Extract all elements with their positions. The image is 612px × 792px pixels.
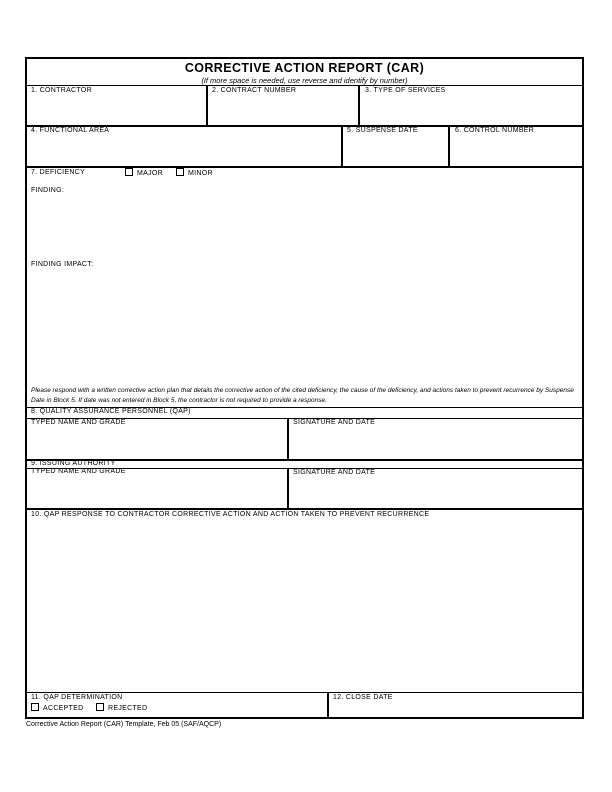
- checkbox-icon[interactable]: [125, 168, 133, 176]
- finding-impact-field[interactable]: [31, 273, 583, 387]
- divider: [27, 166, 582, 168]
- checkbox-icon[interactable]: [31, 703, 39, 711]
- finding-impact-label: FINDING IMPACT:: [31, 261, 94, 268]
- qap-label: 8. QUALITY ASSURANCE PERSONNEL (QAP): [31, 408, 191, 415]
- functional-area-label: 4. FUNCTIONAL AREA: [31, 127, 110, 134]
- divider: [341, 125, 343, 166]
- divider: [287, 468, 289, 509]
- accepted-checkbox[interactable]: ACCEPTED: [31, 703, 84, 712]
- divider: [287, 418, 289, 459]
- divider: [358, 85, 360, 126]
- minor-checkbox[interactable]: MINOR: [176, 168, 213, 177]
- issuing-authority-label: 9. ISSUING AUTHORITY: [31, 460, 116, 467]
- close-date-field[interactable]: [333, 704, 577, 720]
- qap-determination-label: 11. QAP DETERMINATION: [31, 694, 123, 701]
- instructions-note: Please respond with a written corrective action plan that details the corrective action of the cited deficiency, the cause of the deficiency, and actions taken to prevent recurrence by Suspense Date in Block 5. If date was not entered in Block 5, the contractor is not required to provide a response.: [31, 387, 574, 404]
- control-number-label: 6. CONTROL NUMBER: [455, 127, 535, 134]
- contractor-label: 1. CONTRACTOR: [31, 87, 92, 94]
- footer-text: Corrective Action Report (CAR) Template, Feb 05 (SAF/AQCP): [26, 721, 222, 728]
- qap-signature-field[interactable]: [293, 431, 577, 457]
- form-subtitle: (If more space is needed, use reverse and identify by number): [201, 76, 408, 85]
- qap-name-label: TYPED NAME AND GRADE: [31, 419, 126, 426]
- issuing-name-field[interactable]: [31, 480, 285, 506]
- qap-response-label: 10. QAP RESPONSE TO CONTRACTOR CORRECTIVE ACTION AND ACTION TAKEN TO PREVENT RECURRENCE: [31, 511, 430, 518]
- divider: [448, 125, 450, 166]
- divider: [27, 508, 582, 510]
- major-checkbox[interactable]: MAJOR: [125, 168, 163, 177]
- contractor-field[interactable]: [31, 99, 205, 125]
- divider: [206, 85, 208, 126]
- contract-number-field[interactable]: [212, 99, 361, 125]
- close-date-label: 12. CLOSE DATE: [333, 694, 393, 701]
- divider: [327, 692, 329, 719]
- type-of-services-field[interactable]: [365, 99, 579, 125]
- issuing-name-label: TYPED NAME AND GRADE: [31, 468, 126, 475]
- functional-area-field[interactable]: [31, 139, 340, 165]
- divider: [27, 85, 582, 86]
- type-of-services-label: 3. TYPE OF SERVICES: [365, 87, 446, 94]
- suspense-date-label: 5. SUSPENSE DATE: [347, 127, 418, 134]
- form-title: CORRECTIVE ACTION REPORT (CAR): [184, 61, 425, 75]
- finding-field[interactable]: [31, 199, 583, 261]
- finding-label: FINDING:: [31, 187, 65, 194]
- qap-response-field[interactable]: [31, 523, 583, 692]
- qap-name-field[interactable]: [31, 431, 285, 457]
- divider: [27, 692, 582, 693]
- checkbox-icon[interactable]: [96, 703, 104, 711]
- suspense-date-field[interactable]: [347, 139, 449, 165]
- deficiency-label: 7. DEFICIENCY: [31, 169, 86, 176]
- issuing-signature-field[interactable]: [293, 480, 577, 506]
- control-number-field[interactable]: [455, 139, 579, 165]
- rejected-checkbox[interactable]: REJECTED: [96, 703, 147, 712]
- qap-signature-label: SIGNATURE AND DATE: [293, 419, 376, 426]
- checkbox-icon[interactable]: [176, 168, 184, 176]
- issuing-signature-label: SIGNATURE AND DATE: [293, 469, 376, 476]
- car-form: [25, 57, 584, 719]
- contract-number-label: 2. CONTRACT NUMBER: [212, 87, 297, 94]
